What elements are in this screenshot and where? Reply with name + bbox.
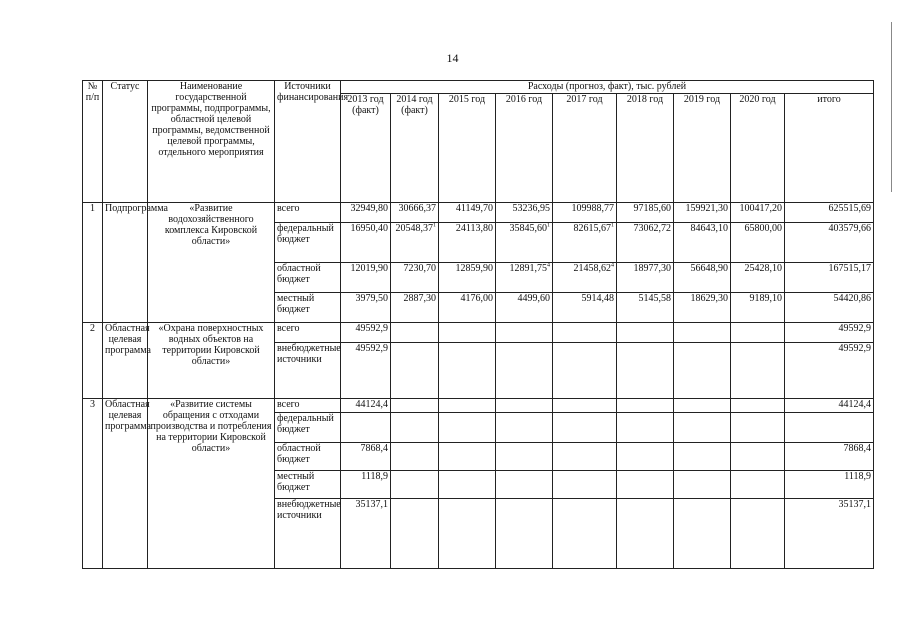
- value-cell: [496, 343, 553, 399]
- source-label-text: областной бюджет: [277, 443, 321, 465]
- value-cell: [391, 399, 439, 413]
- value-cell-text: 35137,1: [355, 499, 388, 510]
- value-cell: [785, 399, 874, 413]
- header-year-text: 2020 год: [739, 94, 776, 105]
- header-expenses-text: Расходы (прогноз, факт), тыс. рублей: [527, 81, 687, 92]
- value-cell: [785, 343, 874, 399]
- program-num: [83, 323, 103, 399]
- value-cell: [391, 203, 439, 223]
- value-cell: [553, 499, 617, 569]
- value-cell-text: 12859,90: [455, 263, 493, 274]
- value-cell: [617, 399, 674, 413]
- header-name: [148, 81, 275, 203]
- value-cell-text: 30666,37: [398, 203, 436, 214]
- value-cell: [341, 343, 391, 399]
- value-cell: [341, 413, 391, 443]
- value-cell: [731, 343, 785, 399]
- source-label-text: областной бюджет: [277, 263, 321, 285]
- header-name-text: Наименование государственной программы, подпрограммы, областной целевой программы, ведомственной целевой программы, отдельного мероприятия: [151, 81, 271, 158]
- value-cell-text: 5914,48: [581, 293, 614, 304]
- header-year-text: 2016 год: [505, 94, 543, 105]
- value-cell: [731, 293, 785, 323]
- value-cell: [391, 443, 439, 471]
- value-cell: [731, 323, 785, 343]
- value-cell: [439, 343, 496, 399]
- value-cell: [391, 499, 439, 569]
- source-label-text: местный бюджет: [277, 471, 315, 493]
- value-cell-text: 35137,1: [838, 499, 871, 510]
- source-label-text: федеральный бюджет: [277, 413, 334, 435]
- margin-rule: [891, 22, 892, 192]
- value-cell: [617, 443, 674, 471]
- program-status: [103, 323, 151, 399]
- program-status: [103, 399, 151, 569]
- value-cell: [731, 203, 785, 223]
- value-cell-text: 3979,50: [355, 293, 388, 304]
- value-cell: [341, 471, 391, 499]
- value-cell: [341, 443, 391, 471]
- value-cell: [785, 203, 874, 223]
- program-name: [148, 399, 275, 569]
- value-cell-text: 100417,20: [739, 203, 782, 214]
- value-cell: [496, 223, 553, 263]
- header-year: [553, 94, 617, 203]
- value-cell-text: 54420,86: [833, 293, 871, 304]
- header-expenses: [341, 81, 874, 94]
- header-num-text: № п/п: [85, 81, 100, 103]
- value-cell: [731, 499, 785, 569]
- value-cell-text: 41149,70: [455, 203, 493, 214]
- value-cell: [496, 203, 553, 223]
- budget-table: [82, 80, 874, 569]
- value-cell: [785, 263, 874, 293]
- value-cell: [496, 443, 553, 471]
- program-num: [83, 203, 103, 323]
- value-cell: [617, 343, 674, 399]
- value-cell: [439, 443, 496, 471]
- value-cell: [391, 471, 439, 499]
- value-cell: [674, 293, 731, 323]
- header-year-text: 2019 год: [683, 94, 721, 105]
- value-cell: [731, 413, 785, 443]
- value-cell: [439, 323, 496, 343]
- source-label: [275, 203, 341, 223]
- source-label-text: федеральный бюджет: [277, 223, 334, 245]
- value-cell: [439, 399, 496, 413]
- value-cell-text: 49592,9: [838, 323, 871, 334]
- program-name-text: «Развитие системы обращения с отходами производства и потребления на территории Кировской области»: [150, 399, 272, 454]
- source-label: [275, 293, 341, 323]
- header-year: [617, 94, 674, 203]
- value-cell: [785, 323, 874, 343]
- value-cell: [674, 263, 731, 293]
- source-label-text: всего: [277, 203, 300, 214]
- value-cell-text: 16950,40: [350, 223, 388, 234]
- value-cell: [496, 471, 553, 499]
- value-cell-text: 56648,90: [690, 263, 728, 274]
- value-cell: [617, 223, 674, 263]
- table-row: [83, 323, 874, 343]
- source-label-text: внебюджетные источники: [277, 499, 341, 521]
- source-label-text: внебюджетные источники: [277, 343, 341, 365]
- value-cell: [553, 471, 617, 499]
- value-cell: [553, 443, 617, 471]
- program-name: [148, 203, 275, 323]
- program-name-text: «Охрана поверхностных водных объектов на территории Кировской области»: [158, 323, 264, 367]
- source-label-text: местный бюджет: [277, 293, 315, 315]
- value-cell-text: 9189,10: [749, 293, 782, 304]
- value-cell: [391, 293, 439, 323]
- value-cell: [496, 293, 553, 323]
- value-cell-text: 18629,30: [690, 293, 728, 304]
- header-year: [731, 94, 785, 203]
- value-cell: [731, 223, 785, 263]
- header-status: [103, 81, 148, 203]
- value-cell: [617, 203, 674, 223]
- value-cell: [731, 399, 785, 413]
- value-cell-text: 4499,60: [517, 293, 550, 304]
- value-cell: [617, 471, 674, 499]
- value-cell: [553, 263, 617, 293]
- value-cell: [617, 293, 674, 323]
- value-cell: [785, 293, 874, 323]
- program-num-text: 3: [90, 399, 95, 410]
- value-cell: [391, 323, 439, 343]
- source-label: [275, 471, 341, 499]
- source-label: [275, 499, 341, 569]
- value-cell-text: 84643,10: [690, 223, 728, 234]
- footnote-mark: 1: [547, 222, 550, 229]
- value-cell: [731, 263, 785, 293]
- value-cell: [439, 413, 496, 443]
- value-cell: [674, 323, 731, 343]
- value-cell: [617, 499, 674, 569]
- value-cell: [731, 443, 785, 471]
- value-cell: [439, 293, 496, 323]
- value-cell: [553, 203, 617, 223]
- value-cell: [553, 293, 617, 323]
- value-cell: [674, 203, 731, 223]
- footnote-mark: 1: [611, 222, 614, 229]
- source-label: [275, 413, 341, 443]
- value-cell-text: 73062,72: [633, 223, 671, 234]
- value-cell: [674, 399, 731, 413]
- value-cell-text: 35845,60: [509, 223, 547, 234]
- value-cell: [617, 263, 674, 293]
- value-cell: [391, 263, 439, 293]
- header-year: [785, 94, 874, 203]
- value-cell-text: 65800,00: [744, 223, 782, 234]
- footnote-mark: 4: [547, 262, 550, 269]
- program-num-text: 2: [90, 323, 95, 334]
- value-cell: [674, 499, 731, 569]
- value-cell-text: 12891,75: [509, 263, 547, 274]
- header-year-text: 2015 год: [448, 94, 486, 105]
- value-cell: [674, 413, 731, 443]
- value-cell-text: 4176,00: [460, 293, 493, 304]
- value-cell-text: 32949,80: [350, 203, 388, 214]
- program-status-text: Подпрограмма: [105, 203, 168, 214]
- value-cell: [553, 399, 617, 413]
- value-cell: [553, 413, 617, 443]
- footnote-mark: 4: [611, 262, 614, 269]
- value-cell-text: 403579,66: [828, 223, 871, 234]
- value-cell-text: 44124,4: [355, 399, 388, 410]
- value-cell: [496, 413, 553, 443]
- program-status-text: Областная целевая программа: [105, 399, 151, 432]
- header-source-text: Источники финансирования: [277, 81, 349, 103]
- value-cell-text: 49592,9: [355, 323, 388, 334]
- value-cell: [496, 323, 553, 343]
- source-label: [275, 443, 341, 471]
- value-cell-text: 97185,60: [633, 203, 671, 214]
- value-cell: [553, 223, 617, 263]
- value-cell: [341, 399, 391, 413]
- source-label-text: всего: [277, 323, 300, 334]
- header-num: [83, 81, 103, 203]
- value-cell: [341, 203, 391, 223]
- source-label-text: всего: [277, 399, 300, 410]
- header-year: [391, 94, 439, 203]
- page-number: 14: [446, 51, 459, 65]
- value-cell: [496, 499, 553, 569]
- value-cell: [439, 203, 496, 223]
- source-label: [275, 223, 341, 263]
- value-cell-text: 5145,58: [638, 293, 671, 304]
- value-cell-text: 1118,9: [844, 471, 871, 482]
- program-num-text: 1: [90, 203, 95, 214]
- value-cell: [785, 471, 874, 499]
- value-cell-text: 49592,9: [355, 343, 388, 354]
- program-num: [83, 399, 103, 569]
- value-cell: [341, 263, 391, 293]
- value-cell: [341, 323, 391, 343]
- value-cell: [785, 413, 874, 443]
- value-cell: [496, 399, 553, 413]
- value-cell-text: 82615,67: [573, 223, 611, 234]
- header-year: [439, 94, 496, 203]
- value-cell: [785, 499, 874, 569]
- value-cell-text: 109988,77: [571, 203, 614, 214]
- header-year: [674, 94, 731, 203]
- value-cell: [617, 323, 674, 343]
- value-cell: [341, 293, 391, 323]
- header-source: [275, 81, 349, 203]
- value-cell-text: 24113,80: [455, 223, 493, 234]
- program-status-text: Областная целевая программа: [105, 323, 151, 356]
- value-cell: [731, 471, 785, 499]
- value-cell-text: 625515,69: [828, 203, 871, 214]
- table-row: [83, 399, 874, 413]
- table-row: [83, 203, 874, 223]
- value-cell: [674, 443, 731, 471]
- source-label: [275, 343, 341, 399]
- header-year-text: 2017 год: [566, 94, 603, 105]
- value-cell: [785, 223, 874, 263]
- value-cell: [341, 223, 391, 263]
- value-cell: [617, 413, 674, 443]
- header-status-text: Статус: [110, 81, 140, 92]
- value-cell: [674, 471, 731, 499]
- program-name: [148, 323, 275, 399]
- value-cell: [439, 263, 496, 293]
- value-cell: [674, 223, 731, 263]
- value-cell: [439, 471, 496, 499]
- value-cell-text: 1118,9: [361, 471, 388, 482]
- value-cell: [391, 343, 439, 399]
- value-cell-text: 167515,17: [828, 263, 871, 274]
- header-year: [341, 94, 391, 203]
- header-year-text: 2013 год (факт): [347, 94, 384, 116]
- value-cell: [674, 343, 731, 399]
- source-label: [275, 263, 341, 293]
- value-cell: [785, 443, 874, 471]
- value-cell-text: 18977,30: [633, 263, 671, 274]
- value-cell: [439, 499, 496, 569]
- value-cell-text: 44124,4: [838, 399, 871, 410]
- header-year-text: 2014 год (факт): [396, 94, 433, 116]
- header-year-text: итого: [817, 94, 841, 105]
- value-cell-text: 53236,95: [512, 203, 550, 214]
- value-cell-text: 12019,90: [350, 263, 388, 274]
- value-cell-text: 7868,4: [843, 443, 871, 454]
- value-cell: [391, 413, 439, 443]
- source-label: [275, 399, 341, 413]
- header-year: [496, 94, 553, 203]
- value-cell: [439, 223, 496, 263]
- value-cell: [391, 223, 439, 263]
- value-cell-text: 49592,9: [838, 343, 871, 354]
- value-cell: [341, 499, 391, 569]
- source-label: [275, 323, 341, 343]
- value-cell-text: 20548,37: [395, 223, 433, 234]
- value-cell: [496, 263, 553, 293]
- value-cell-text: 21458,62: [573, 263, 611, 274]
- value-cell-text: 7230,70: [403, 263, 436, 274]
- program-name-text: «Развитие водохозяйственного комплекса Кировской области»: [164, 203, 258, 247]
- value-cell-text: 2887,30: [403, 293, 436, 304]
- program-status: [103, 203, 168, 323]
- value-cell: [553, 323, 617, 343]
- footnote-mark: 1: [433, 222, 436, 229]
- value-cell-text: 7868,4: [360, 443, 388, 454]
- value-cell-text: 159921,30: [685, 203, 728, 214]
- header-year-text: 2018 год: [626, 94, 664, 105]
- value-cell: [553, 343, 617, 399]
- value-cell-text: 25428,10: [744, 263, 782, 274]
